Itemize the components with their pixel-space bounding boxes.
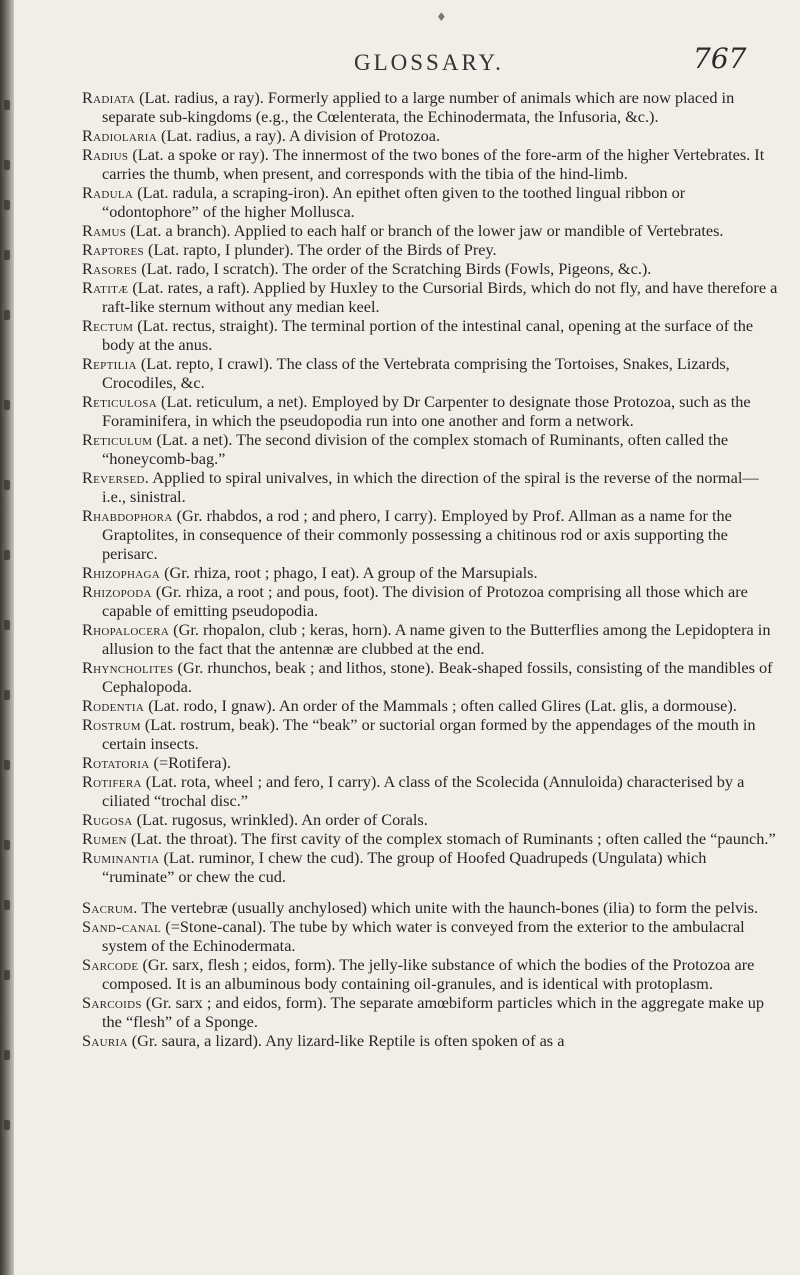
glossary-entry bbox=[82, 88, 782, 126]
glossary-entry bbox=[82, 392, 782, 430]
glossary-definition: (Gr. rhunchos, beak ; and lithos, stone). Beak-shaped fossils, consisting of the mandibles of Cephalopoda. bbox=[102, 658, 773, 696]
glossary-term: Rhizophaga bbox=[82, 563, 161, 582]
binding-mark bbox=[4, 400, 10, 410]
glossary-term: Ramus bbox=[82, 221, 127, 240]
glossary-definition: (Lat. rectus, straight). The terminal portion of the intestinal canal, opening at the surface of the body at the anus. bbox=[102, 316, 754, 354]
glossary-entry bbox=[82, 240, 782, 259]
glossary-entry bbox=[82, 259, 782, 278]
glossary-definition: (=Stone-canal). The tube by which water is conveyed from the exterior to the ambulacral system of the Echinodermata. bbox=[102, 917, 745, 955]
glossary-definition: (Lat. repto, I crawl). The class of the Vertebrata comprising the Tortoises, Snakes, Lizards, Crocodiles, &c. bbox=[102, 354, 730, 392]
glossary-definition: (Gr. sarx, flesh ; eidos, form). The jelly-like substance of which the bodies of the Protozoa are composed. It is an albuminous body containing oil-granules, and is identical with protoplasm. bbox=[102, 955, 755, 993]
glossary-term: Rumen bbox=[82, 829, 127, 848]
glossary-entry bbox=[82, 563, 782, 582]
glossary-definition: (=Rotifera). bbox=[149, 753, 231, 772]
glossary-entry bbox=[82, 696, 782, 715]
glossary-entry bbox=[82, 917, 782, 955]
glossary-definition: (Lat. ruminor, I chew the cud). The group of Hoofed Quadrupeds (Ungulata) which “ruminate” or chew the cud. bbox=[102, 848, 707, 886]
glossary-term: Rostrum bbox=[82, 715, 141, 734]
glossary-term: Rhabdophora bbox=[82, 506, 173, 525]
margin-binding-marks bbox=[4, 100, 14, 1200]
glossary-definition: (Lat. rates, a raft). Applied by Huxley to the Cursorial Birds, which do not fly, and have therefore a raft-like sternum without any median keel. bbox=[102, 278, 778, 316]
glossary-entry bbox=[82, 829, 782, 848]
binding-mark bbox=[4, 160, 10, 170]
glossary-definition: (Lat. the throat). The first cavity of the complex stomach of Ruminants ; often called the “paunch.” bbox=[126, 829, 776, 848]
glossary-term: Reticulum bbox=[82, 430, 153, 449]
glossary-term: Rugosa bbox=[82, 810, 133, 829]
binding-mark bbox=[4, 310, 10, 320]
glossary-term: Sacrum. bbox=[82, 898, 138, 917]
glossary-entry bbox=[82, 354, 782, 392]
glossary-term: Sauria bbox=[82, 1031, 128, 1050]
glossary-term: Rasores bbox=[82, 259, 138, 278]
binding-mark bbox=[4, 480, 10, 490]
glossary-definition: (Lat. rugosus, wrinkled). An order of Corals. bbox=[132, 810, 428, 829]
page-number: 767 bbox=[693, 42, 747, 75]
glossary-term: Raptores bbox=[82, 240, 144, 259]
glossary-entry bbox=[82, 993, 782, 1031]
glossary-term: Rhizopoda bbox=[82, 582, 152, 601]
glossary-entry bbox=[82, 715, 782, 753]
glossary-term: Ratitæ bbox=[82, 278, 129, 297]
glossary-entries bbox=[82, 88, 782, 1050]
glossary-entry bbox=[82, 145, 782, 183]
binding-mark bbox=[4, 900, 10, 910]
glossary-definition: (Lat. a branch). Applied to each half or branch of the lower jaw or mandible of Vertebrates. bbox=[126, 221, 724, 240]
glossary-term: Rotatoria bbox=[82, 753, 150, 772]
glossary-entry bbox=[82, 753, 782, 772]
binding-mark bbox=[4, 550, 10, 560]
binding-mark bbox=[4, 100, 10, 110]
glossary-entry bbox=[82, 278, 782, 316]
glossary-entry bbox=[82, 126, 782, 145]
glossary-entry bbox=[82, 316, 782, 354]
glossary-term: Radius bbox=[82, 145, 129, 164]
glossary-definition: The vertebræ (usually anchylosed) which unite with the haunch-bones (ilia) to form the pelvis. bbox=[137, 898, 759, 917]
glossary-term: Sarcoids bbox=[82, 993, 142, 1012]
glossary-definition: (Lat. radius, a ray). Formerly applied to a large number of animals which are now placed in separate sub-kingdoms (e.g., the Cœlenterata, the Echinodermata, the Infusoria, &c.). bbox=[102, 88, 735, 126]
glossary-definition: (Lat. rapto, I plunder). The order of the Birds of Prey. bbox=[143, 240, 497, 259]
glossary-definition: (Lat. radius, a ray). A division of Protozoa. bbox=[156, 126, 441, 145]
glossary-entry bbox=[82, 810, 782, 829]
glossary-term: Sarcode bbox=[82, 955, 139, 974]
glossary-definition: (Gr. rhopalon, club ; keras, horn). A name given to the Butterflies among the Lepidoptera in allusion to the fact that the antennæ are clubbed at the end. bbox=[102, 620, 771, 658]
glossary-definition: (Lat. rostrum, beak). The “beak” or suctorial organ formed by the appendages of the mouth in certain insects. bbox=[102, 715, 756, 753]
glossary-definition: (Lat. rota, wheel ; and fero, I carry). A class of the Scolecida (Annuloida) characterised by a ciliated “trochal disc.” bbox=[102, 772, 745, 810]
glossary-definition: (Gr. rhabdos, a rod ; and phero, I carry). Employed by Prof. Allman as a name for the Graptolites, in consequence of their commonly possessing a chitinous rod or axis supporting the perisarc. bbox=[102, 506, 732, 563]
glossary-entry bbox=[82, 955, 782, 993]
glossary-definition: (Lat. a spoke or ray). The innermost of the two bones of the fore-arm of the higher Vertebrates. It carries the thumb, when present, and corresponds with the tibia of the hind-limb. bbox=[102, 145, 765, 183]
glossary-term: Rhopalocera bbox=[82, 620, 170, 639]
binding-mark bbox=[4, 250, 10, 260]
binding-mark bbox=[4, 690, 10, 700]
print-mark: ♦ bbox=[436, 10, 447, 24]
binding-mark bbox=[4, 200, 10, 210]
glossary-term: Reptilia bbox=[82, 354, 137, 373]
binding-mark bbox=[4, 840, 10, 850]
glossary-definition: (Gr. sarx ; and eidos, form). The separate amœbiform particles which in the aggregate make up the “flesh” of a Sponge. bbox=[102, 993, 764, 1031]
glossary-definition: (Gr. rhiza, root ; phago, I eat). A group of the Marsupials. bbox=[160, 563, 538, 582]
glossary-definition: (Gr. saura, a lizard). Any lizard-like Reptile is often spoken of as a bbox=[127, 1031, 565, 1050]
glossary-term: Rectum bbox=[82, 316, 134, 335]
glossary-definition: (Lat. rodo, I gnaw). An order of the Mammals ; often called Glires (Lat. glis, a dormouse). bbox=[144, 696, 737, 715]
glossary-definition: (Lat. rado, I scratch). The order of the Scratching Birds (Fowls, Pigeons, &c.). bbox=[137, 259, 652, 278]
glossary-term: Reticulosa bbox=[82, 392, 157, 411]
glossary-entry bbox=[82, 620, 782, 658]
glossary-term: Radiolaria bbox=[82, 126, 157, 145]
glossary-term: Rotifera bbox=[82, 772, 142, 791]
binding-mark bbox=[4, 760, 10, 770]
running-title: GLOSSARY. bbox=[354, 50, 504, 75]
binding-mark bbox=[4, 970, 10, 980]
glossary-entry bbox=[82, 430, 782, 468]
binding-mark bbox=[4, 1120, 10, 1130]
glossary-term: Reversed. bbox=[82, 468, 150, 487]
glossary-term: Ruminantia bbox=[82, 848, 160, 867]
glossary-entry bbox=[82, 658, 782, 696]
glossary-entry bbox=[82, 848, 782, 886]
binding-mark bbox=[4, 1050, 10, 1060]
glossary-term: Rhyncholites bbox=[82, 658, 174, 677]
glossary-entry bbox=[82, 506, 782, 563]
glossary-entry bbox=[82, 898, 782, 917]
glossary-entry bbox=[82, 582, 782, 620]
glossary-entry bbox=[82, 468, 782, 506]
binding-mark bbox=[4, 620, 10, 630]
glossary-entry bbox=[82, 221, 782, 240]
page-header bbox=[0, 42, 800, 82]
glossary-entry bbox=[82, 183, 782, 221]
glossary-entry bbox=[82, 1031, 782, 1050]
glossary-term: Radiata bbox=[82, 88, 136, 107]
glossary-definition: Applied to spiral univalves, in which the direction of the spiral is the reverse of the normal—i.e., sinistral. bbox=[102, 468, 759, 506]
glossary-term: Rodentia bbox=[82, 696, 145, 715]
glossary-term: Radula bbox=[82, 183, 134, 202]
glossary-definition: (Lat. reticulum, a net). Employed by Dr Carpenter to designate those Protozoa, such as the Foraminifera, in which the pseudopodia run into one another and form a network. bbox=[102, 392, 751, 430]
glossary-term: Sand-canal bbox=[82, 917, 162, 936]
glossary-definition: (Gr. rhiza, a root ; and pous, foot). The division of Protozoa comprising all those which are capable of emitting pseudopodia. bbox=[102, 582, 748, 620]
glossary-definition: (Lat. a net). The second division of the complex stomach of Ruminants, often called the “honeycomb-bag.” bbox=[102, 430, 729, 468]
glossary-entry bbox=[82, 772, 782, 810]
glossary-definition: (Lat. radula, a scraping-iron). An epithet often given to the toothed lingual ribbon or “odontophore” of the higher Mollusca. bbox=[102, 183, 686, 221]
